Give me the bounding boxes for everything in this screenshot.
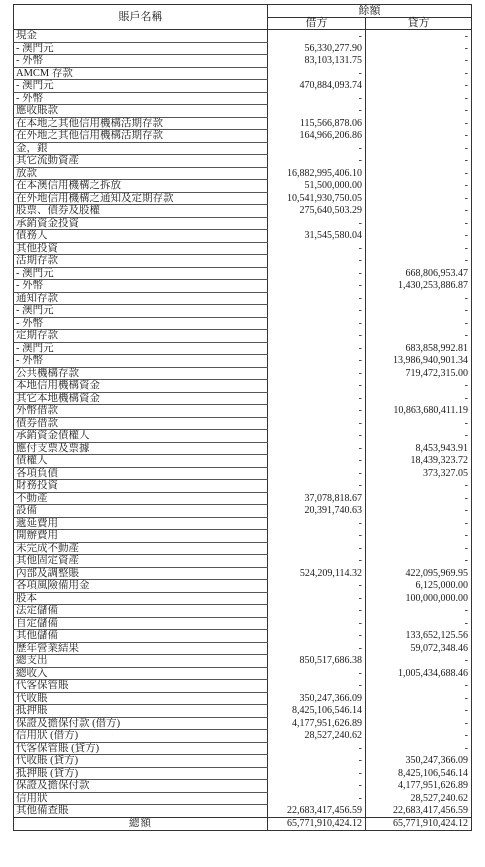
credit-cell: 4,177,951,626.89	[366, 780, 472, 793]
total-row	[14, 817, 472, 830]
table-row	[14, 692, 472, 705]
table-row	[14, 80, 472, 93]
debit-cell: -	[268, 405, 366, 418]
table-row	[14, 742, 472, 755]
credit-cell: -	[366, 217, 472, 230]
credit-cell: 18,439,323.72	[366, 455, 472, 468]
debit-cell: -	[268, 642, 366, 655]
table-row	[14, 717, 472, 730]
account-name-cell: - 外幣	[14, 355, 268, 368]
total-credit: 65,771,910,424.12	[366, 817, 472, 830]
account-name-cell: 自定儲備	[14, 617, 268, 630]
table-row	[14, 180, 472, 193]
credit-cell: -	[366, 742, 472, 755]
credit-cell: -	[366, 67, 472, 80]
account-name-cell: 保證及擔保付款	[14, 780, 268, 793]
account-name-cell: 債權人	[14, 455, 268, 468]
credit-cell: 1,430,253,886.87	[366, 280, 472, 293]
account-name-cell: 各項風險備用金	[14, 580, 268, 593]
credit-cell: -	[366, 417, 472, 430]
debit-cell: 164,966,206.86	[268, 130, 366, 143]
table-row	[14, 567, 472, 580]
account-name-cell: - 澳門元	[14, 80, 268, 93]
debit-cell: -	[268, 280, 366, 293]
credit-cell: -	[366, 117, 472, 130]
account-name-cell: 金，銀	[14, 142, 268, 155]
table-row	[14, 242, 472, 255]
credit-cell: -	[366, 167, 472, 180]
debit-cell: 275,640,503.29	[268, 205, 366, 218]
debit-cell: -	[268, 267, 366, 280]
credit-cell: 133,652,125.56	[366, 630, 472, 643]
account-name-cell: 其他儲備	[14, 630, 268, 643]
debit-cell: 850,517,686.38	[268, 655, 366, 668]
table-row	[14, 430, 472, 443]
credit-cell: -	[366, 505, 472, 518]
debit-cell: 350,247,366.09	[268, 692, 366, 705]
trial-balance-sheet	[13, 4, 471, 831]
account-name-cell: 代客保管賬	[14, 680, 268, 693]
account-name-cell: 抵押賬 (貸方)	[14, 767, 268, 780]
debit-cell: 10,541,930,750.05	[268, 192, 366, 205]
account-name-cell: 公共機構存款	[14, 367, 268, 380]
table-row	[14, 105, 472, 118]
debit-cell: 470,884,093.74	[268, 80, 366, 93]
credit-cell: 28,527,240.62	[366, 792, 472, 805]
account-name-cell: 股票、債券及股權	[14, 205, 268, 218]
table-row	[14, 417, 472, 430]
credit-cell: 668,806,953.47	[366, 267, 472, 280]
table-row	[14, 517, 472, 530]
credit-cell: -	[366, 530, 472, 543]
debit-cell: -	[268, 517, 366, 530]
credit-cell: -	[366, 480, 472, 493]
debit-cell: -	[268, 305, 366, 318]
account-name-cell: 總收入	[14, 667, 268, 680]
account-name-cell: - 澳門元	[14, 305, 268, 318]
debit-cell: 22,683,417,456.59	[268, 805, 366, 818]
debit-cell: -	[268, 530, 366, 543]
credit-cell: -	[366, 30, 472, 43]
credit-cell: -	[366, 42, 472, 55]
balance-header: 餘額	[268, 5, 472, 18]
table-row	[14, 655, 472, 668]
account-name-cell: 不動產	[14, 492, 268, 505]
credit-cell: 683,858,992.81	[366, 342, 472, 355]
debit-cell: 31,545,580.04	[268, 230, 366, 243]
balance-table	[13, 4, 472, 831]
credit-cell: -	[366, 492, 472, 505]
account-name-cell: - 澳門元	[14, 267, 268, 280]
account-name-cell: 在外地之其他信用機構活期存款	[14, 130, 268, 143]
credit-cell: -	[366, 130, 472, 143]
credit-cell: -	[366, 542, 472, 555]
debit-cell: -	[268, 680, 366, 693]
account-name-cell: 承銷資金債權人	[14, 430, 268, 443]
credit-cell: 6,125,000.00	[366, 580, 472, 593]
credit-cell: -	[366, 517, 472, 530]
debit-cell: -	[268, 380, 366, 393]
credit-cell: -	[366, 92, 472, 105]
table-row	[14, 792, 472, 805]
debit-cell: -	[268, 92, 366, 105]
credit-cell: -	[366, 292, 472, 305]
table-row	[14, 630, 472, 643]
table-row	[14, 392, 472, 405]
credit-cell: -	[366, 730, 472, 743]
account-name-cell: 抵押賬	[14, 705, 268, 718]
table-row	[14, 280, 472, 293]
account-name-cell: 債券借款	[14, 417, 268, 430]
credit-cell: -	[366, 192, 472, 205]
debit-cell: -	[268, 292, 366, 305]
credit-cell: -	[366, 105, 472, 118]
account-name-cell: 在外地信用機構之通知及定期存款	[14, 192, 268, 205]
debit-cell: -	[268, 467, 366, 480]
table-row	[14, 267, 472, 280]
debit-cell: -	[268, 155, 366, 168]
table-row	[14, 505, 472, 518]
account-name-cell: 未完成不動產	[14, 542, 268, 555]
account-name-cell: - 澳門元	[14, 342, 268, 355]
account-name-cell: 承銷資金投資	[14, 217, 268, 230]
total-label: 總額	[14, 817, 268, 830]
debit-cell: 37,078,818.67	[268, 492, 366, 505]
table-row	[14, 480, 472, 493]
table-row	[14, 755, 472, 768]
table-row	[14, 330, 472, 343]
credit-cell: -	[366, 617, 472, 630]
table-header	[14, 5, 472, 30]
table-row	[14, 730, 472, 743]
account-name-cell: 其它本地機構資金	[14, 392, 268, 405]
account-name-cell: - 外幣	[14, 92, 268, 105]
table-row	[14, 155, 472, 168]
debit-cell: -	[268, 330, 366, 343]
table-row	[14, 192, 472, 205]
credit-cell: 422,095,969.95	[366, 567, 472, 580]
credit-cell: -	[366, 692, 472, 705]
debit-cell: -	[268, 580, 366, 593]
table-row	[14, 380, 472, 393]
debit-cell: -	[268, 317, 366, 330]
table-row	[14, 592, 472, 605]
debit-cell: 115,566,878.06	[268, 117, 366, 130]
account-name-cell: - 澳門元	[14, 42, 268, 55]
account-name-cell: 代收賬	[14, 692, 268, 705]
table-row	[14, 367, 472, 380]
account-name-cell: 開辦費用	[14, 530, 268, 543]
debit-cell: -	[268, 67, 366, 80]
debit-cell: -	[268, 455, 366, 468]
table-row	[14, 780, 472, 793]
table-row	[14, 805, 472, 818]
table-row	[14, 292, 472, 305]
table-row	[14, 30, 472, 43]
table-row	[14, 455, 472, 468]
credit-cell: 59,072,348.46	[366, 642, 472, 655]
credit-cell: -	[366, 255, 472, 268]
credit-cell: 10,863,680,411.19	[366, 405, 472, 418]
credit-cell: -	[366, 205, 472, 218]
credit-cell: -	[366, 655, 472, 668]
debit-cell: 524,209,114.32	[268, 567, 366, 580]
table-row	[14, 405, 472, 418]
account-name-cell: 遞延費用	[14, 517, 268, 530]
debit-cell: 56,330,277.90	[268, 42, 366, 55]
credit-cell: -	[366, 380, 472, 393]
total-debit: 65,771,910,424.12	[268, 817, 366, 830]
debit-cell: -	[268, 342, 366, 355]
table-row	[14, 530, 472, 543]
debit-cell: 51,500,000.00	[268, 180, 366, 193]
debit-cell: -	[268, 430, 366, 443]
account-name-cell: 在本澳信用機構之拆放	[14, 180, 268, 193]
debit-cell: -	[268, 417, 366, 430]
account-name-cell: 其他投資	[14, 242, 268, 255]
table-row	[14, 217, 472, 230]
account-name-cell: - 外幣	[14, 55, 268, 68]
account-name-cell: 各項負債	[14, 467, 268, 480]
table-row	[14, 92, 472, 105]
debit-cell: -	[268, 367, 366, 380]
table-row	[14, 130, 472, 143]
account-name-cell: 現金	[14, 30, 268, 43]
table-row	[14, 705, 472, 718]
debit-cell: -	[268, 30, 366, 43]
credit-cell: -	[366, 392, 472, 405]
credit-cell: 8,453,943.91	[366, 442, 472, 455]
debit-cell: 28,527,240.62	[268, 730, 366, 743]
credit-cell: -	[366, 180, 472, 193]
account-name-cell: - 外幣	[14, 280, 268, 293]
debit-cell: -	[268, 767, 366, 780]
debit-cell: -	[268, 355, 366, 368]
debit-cell: -	[268, 755, 366, 768]
credit-cell: 373,327.05	[366, 467, 472, 480]
debit-cell: -	[268, 242, 366, 255]
table-body	[14, 30, 472, 818]
debit-cell: 4,177,951,626.89	[268, 717, 366, 730]
credit-cell: -	[366, 317, 472, 330]
account-name-cell: 其他固定資產	[14, 555, 268, 568]
debit-cell: -	[268, 780, 366, 793]
table-row	[14, 317, 472, 330]
table-row	[14, 117, 472, 130]
credit-cell: -	[366, 680, 472, 693]
credit-cell: -	[366, 717, 472, 730]
account-name-cell: 法定儲備	[14, 605, 268, 618]
debit-cell: -	[268, 742, 366, 755]
debit-header: 借方	[268, 18, 366, 30]
table-row	[14, 442, 472, 455]
table-row	[14, 230, 472, 243]
debit-cell: -	[268, 217, 366, 230]
credit-cell: 100,000,000.00	[366, 592, 472, 605]
account-name-cell: 通知存款	[14, 292, 268, 305]
debit-cell: -	[268, 667, 366, 680]
credit-cell: -	[366, 230, 472, 243]
debit-cell: 83,103,131.75	[268, 55, 366, 68]
debit-cell: 20,391,740.63	[268, 505, 366, 518]
account-name-cell: 活期存款	[14, 255, 268, 268]
debit-cell: -	[268, 617, 366, 630]
account-name-cell: 總支出	[14, 655, 268, 668]
credit-cell: -	[366, 55, 472, 68]
debit-cell: 16,882,995,406.10	[268, 167, 366, 180]
table-row	[14, 617, 472, 630]
credit-cell: 350,247,366.09	[366, 755, 472, 768]
account-name-cell: 應付支票及票據	[14, 442, 268, 455]
account-name-cell: 信用狀	[14, 792, 268, 805]
table-row	[14, 205, 472, 218]
credit-cell: -	[366, 330, 472, 343]
account-name-cell: 代收賬 (貸方)	[14, 755, 268, 768]
account-name-cell: 股本	[14, 592, 268, 605]
table-row	[14, 642, 472, 655]
account-name-cell: 其它流動資產	[14, 155, 268, 168]
credit-cell: 1,005,434,688.46	[366, 667, 472, 680]
table-row	[14, 355, 472, 368]
account-name-cell: 定期存款	[14, 330, 268, 343]
account-name-cell: 保證及擔保付款 (借方)	[14, 717, 268, 730]
credit-cell: -	[366, 142, 472, 155]
table-footer	[14, 817, 472, 830]
debit-cell: -	[268, 105, 366, 118]
credit-cell: 13,986,940,901.34	[366, 355, 472, 368]
table-row	[14, 542, 472, 555]
table-row	[14, 342, 472, 355]
debit-cell: -	[268, 255, 366, 268]
account-name-cell: 財務投資	[14, 480, 268, 493]
table-row	[14, 767, 472, 780]
credit-cell: 22,683,417,456.59	[366, 805, 472, 818]
account-name-cell: 代客保管賬 (貸方)	[14, 742, 268, 755]
account-name-cell: 應收賬款	[14, 105, 268, 118]
credit-cell: -	[366, 242, 472, 255]
debit-cell: -	[268, 605, 366, 618]
account-name-cell: 其他備查賬	[14, 805, 268, 818]
debit-cell: -	[268, 792, 366, 805]
table-row	[14, 142, 472, 155]
account-name-cell: 放款	[14, 167, 268, 180]
table-row	[14, 667, 472, 680]
credit-header: 貸方	[366, 18, 472, 30]
credit-cell: -	[366, 605, 472, 618]
account-name-cell: - 外幣	[14, 317, 268, 330]
table-row	[14, 55, 472, 68]
credit-cell: -	[366, 430, 472, 443]
debit-cell: -	[268, 630, 366, 643]
debit-cell: -	[268, 442, 366, 455]
account-name-cell: 債務人	[14, 230, 268, 243]
table-row	[14, 467, 472, 480]
debit-cell: -	[268, 142, 366, 155]
credit-cell: -	[366, 155, 472, 168]
table-row	[14, 580, 472, 593]
credit-cell: -	[366, 705, 472, 718]
table-row	[14, 167, 472, 180]
account-name-cell: 信用狀 (借方)	[14, 730, 268, 743]
account-name-header: 賬戶名稱	[14, 5, 268, 30]
credit-cell: 719,472,315.00	[366, 367, 472, 380]
table-row	[14, 492, 472, 505]
table-row	[14, 605, 472, 618]
table-row	[14, 555, 472, 568]
account-name-cell: 內部及調整賬	[14, 567, 268, 580]
account-name-cell: 歷年營業結果	[14, 642, 268, 655]
table-row	[14, 305, 472, 318]
debit-cell: -	[268, 480, 366, 493]
debit-cell: -	[268, 592, 366, 605]
credit-cell: -	[366, 80, 472, 93]
credit-cell: -	[366, 305, 472, 318]
table-row	[14, 255, 472, 268]
table-row	[14, 67, 472, 80]
table-row	[14, 42, 472, 55]
credit-cell: -	[366, 555, 472, 568]
debit-cell: -	[268, 392, 366, 405]
table-row	[14, 680, 472, 693]
debit-cell: -	[268, 555, 366, 568]
debit-cell: -	[268, 542, 366, 555]
account-name-cell: 外幣借款	[14, 405, 268, 418]
account-name-cell: AMCM 存款	[14, 67, 268, 80]
account-name-cell: 本地信用機構資金	[14, 380, 268, 393]
debit-cell: 8,425,106,546.14	[268, 705, 366, 718]
credit-cell: 8,425,106,546.14	[366, 767, 472, 780]
account-name-cell: 在本地之其他信用機構活期存款	[14, 117, 268, 130]
account-name-cell: 設備	[14, 505, 268, 518]
